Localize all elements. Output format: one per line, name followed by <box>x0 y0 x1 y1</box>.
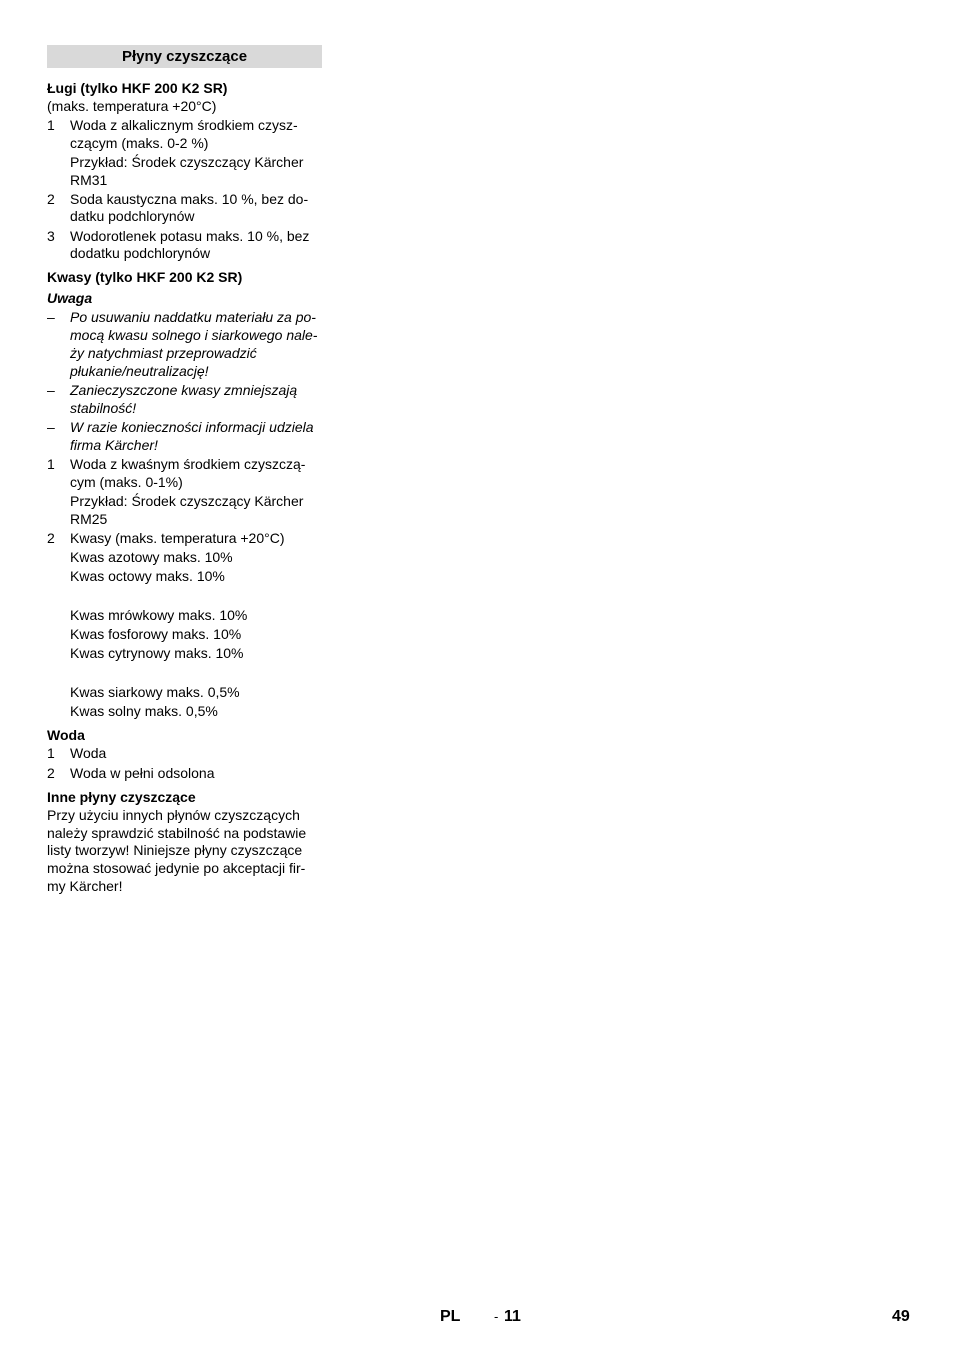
list-item: Przykład: Środek czyszczący Kärcher <box>70 493 304 509</box>
list-item: cym (maks. 0-1%) <box>70 474 183 490</box>
note-item: mocą kwasu solnego i siarkowego nale- <box>70 327 318 343</box>
list-number: 3 <box>47 228 55 244</box>
note-item: Zanieczyszczone kwasy zmniejszają <box>70 382 298 398</box>
list-item: Kwasy (maks. temperatura +20°C) <box>70 530 285 546</box>
list-item: Kwas mrówkowy maks. 10% <box>70 607 248 623</box>
note-dash: – <box>47 309 55 325</box>
inne-heading: Inne płyny czyszczące <box>47 789 196 805</box>
footer-language: PL <box>440 1308 461 1325</box>
list-item: czącym (maks. 0-2 %) <box>70 135 209 151</box>
note-item: firma Kärcher! <box>70 437 158 453</box>
lugi-subheading: (maks. temperatura +20°C) <box>47 98 217 114</box>
list-number: 1 <box>47 745 55 761</box>
note-label: Uwaga <box>47 290 93 306</box>
note-item: Po usuwaniu naddatku materiału za po- <box>70 309 316 325</box>
note-dash: – <box>47 419 55 435</box>
list-item: Kwas azotowy maks. 10% <box>70 549 233 565</box>
kwasy-heading: Kwasy (tylko HKF 200 K2 SR) <box>47 269 243 285</box>
list-item: Kwas octowy maks. 10% <box>70 568 225 584</box>
inne-line: listy tworzyw! Niniejsze płyny czyszczące <box>47 842 303 858</box>
section-header-box <box>47 45 322 68</box>
list-item: Woda z alkalicznym środkiem czysz- <box>70 117 298 133</box>
lugi-heading: Ługi (tylko HKF 200 K2 SR) <box>47 80 228 96</box>
note-item: ży natychmiast przeprowadzić <box>70 345 257 361</box>
list-item: RM31 <box>70 172 108 188</box>
list-item: Przykład: Środek czyszczący Kärcher <box>70 154 304 170</box>
list-number: 2 <box>47 765 55 781</box>
list-item: Woda <box>70 745 107 761</box>
list-number: 1 <box>47 456 55 472</box>
list-number: 2 <box>47 530 55 546</box>
inne-line: można stosować jedynie po akceptacji fir- <box>47 860 306 876</box>
section-title: Płyny czyszczące <box>47 45 322 68</box>
footer-page-prefix: - <box>494 1309 499 1324</box>
inne-line: należy sprawdzić stabilność na podstawie <box>47 825 307 841</box>
note-item: stabilność! <box>70 400 137 416</box>
list-item: RM25 <box>70 511 108 527</box>
list-item: Kwas solny maks. 0,5% <box>70 703 218 719</box>
inne-line: Przy użyciu innych płynów czyszczących <box>47 807 300 823</box>
footer-page-number: 49 <box>892 1308 910 1325</box>
footer-page-local: 11 <box>504 1308 521 1325</box>
list-item: Soda kaustyczna maks. 10 %, bez do- <box>70 191 309 207</box>
note-item: W razie konieczności informacji udziela <box>70 419 314 435</box>
list-item: Wodorotlenek potasu maks. 10 %, bez <box>70 228 310 244</box>
list-number: 2 <box>47 191 55 207</box>
list-item: Woda w pełni odsolona <box>70 765 215 781</box>
list-item: Woda z kwaśnym środkiem czyszczą- <box>70 456 306 472</box>
list-item: Kwas siarkowy maks. 0,5% <box>70 684 240 700</box>
list-number: 1 <box>47 117 55 133</box>
woda-heading: Woda <box>47 727 85 743</box>
inne-line: my Kärcher! <box>47 878 123 894</box>
list-item: datku podchlorynów <box>70 208 195 224</box>
list-item: dodatku podchlorynów <box>70 245 211 261</box>
note-item: płukanie/neutralizację! <box>70 363 209 379</box>
list-item: Kwas fosforowy maks. 10% <box>70 626 242 642</box>
note-dash: – <box>47 382 55 398</box>
list-item: Kwas cytrynowy maks. 10% <box>70 645 244 661</box>
